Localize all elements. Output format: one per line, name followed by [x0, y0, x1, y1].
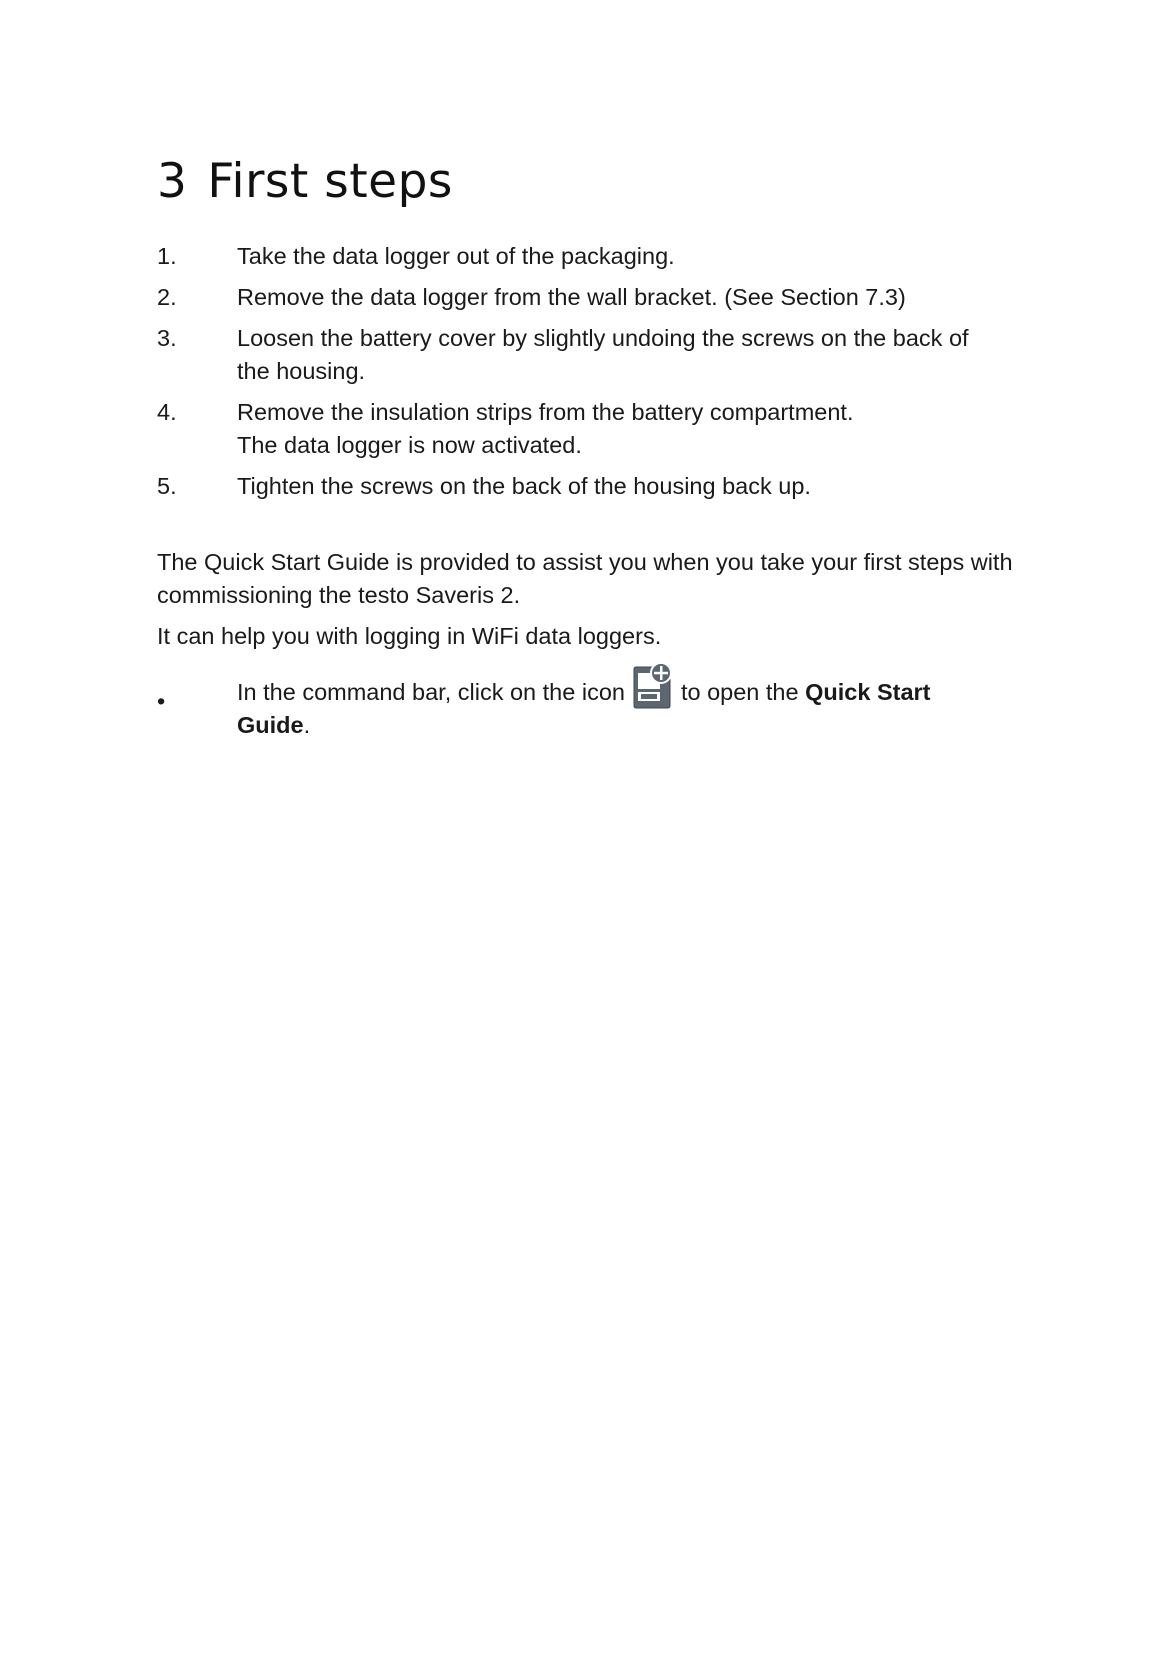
- step-item: [157, 396, 1017, 462]
- wifi-paragraph: It can help you with logging in WiFi data loggers.: [157, 623, 662, 649]
- step-text-line: Remove the insulation strips from the battery compartment.: [237, 399, 854, 425]
- bullet-text-after-icon: [681, 676, 931, 709]
- bullet-text-before-icon: In the command bar, click on the icon: [237, 679, 625, 705]
- step-text: [237, 470, 1017, 503]
- step-number: 4.: [157, 399, 177, 425]
- step-item: [157, 322, 1017, 388]
- step-number: 2.: [157, 284, 177, 310]
- step-text-line: Tighten the screws on the back of the housing back up.: [237, 473, 811, 499]
- step-number: 3.: [157, 325, 177, 351]
- step-text-line: the housing.: [237, 358, 366, 384]
- quick-start-label-part1: Quick Start: [805, 679, 931, 705]
- step-item: [157, 470, 1017, 503]
- step-text-line: Loosen the battery cover by slightly undoing the screws on the back of: [237, 325, 969, 351]
- bullet-line: [237, 709, 1017, 742]
- bullet-period: .: [303, 712, 311, 738]
- step-text: [237, 281, 1017, 314]
- step-number: 1.: [157, 243, 177, 269]
- step-number: 5.: [157, 473, 177, 499]
- steps-list: [157, 240, 1017, 503]
- bullet-text: [237, 661, 1017, 742]
- bullet-line: [237, 661, 1017, 709]
- step-text: [237, 240, 1017, 273]
- section-body: [157, 240, 1017, 742]
- section-heading: [157, 154, 453, 209]
- step-text: [237, 322, 1017, 388]
- quick-start-guide-icon: [633, 661, 673, 709]
- section-title: First steps: [207, 154, 453, 209]
- step-item: [157, 281, 1017, 314]
- quick-start-label-part2: Guide: [237, 712, 304, 738]
- bullet-item: [157, 661, 1017, 742]
- step-text: [237, 396, 1017, 462]
- quick-start-guide-icon-graphic: [633, 661, 673, 709]
- bullet-after-icon-text: to open the: [680, 679, 799, 705]
- step-result-line: The data logger is now activated.: [237, 432, 582, 458]
- step-item: [157, 240, 1017, 273]
- step-text-line: Remove the data logger from the wall bracket. (See Section 7.3): [237, 284, 906, 310]
- section-number: 3: [157, 154, 188, 209]
- step-text-line: Take the data logger out of the packaging.: [237, 243, 675, 269]
- bullet-marker: •: [157, 688, 166, 714]
- intro-paragraph: The Quick Start Guide is provided to assist you when you take your first steps with commissioning the testo Saveris 2.: [157, 549, 1013, 608]
